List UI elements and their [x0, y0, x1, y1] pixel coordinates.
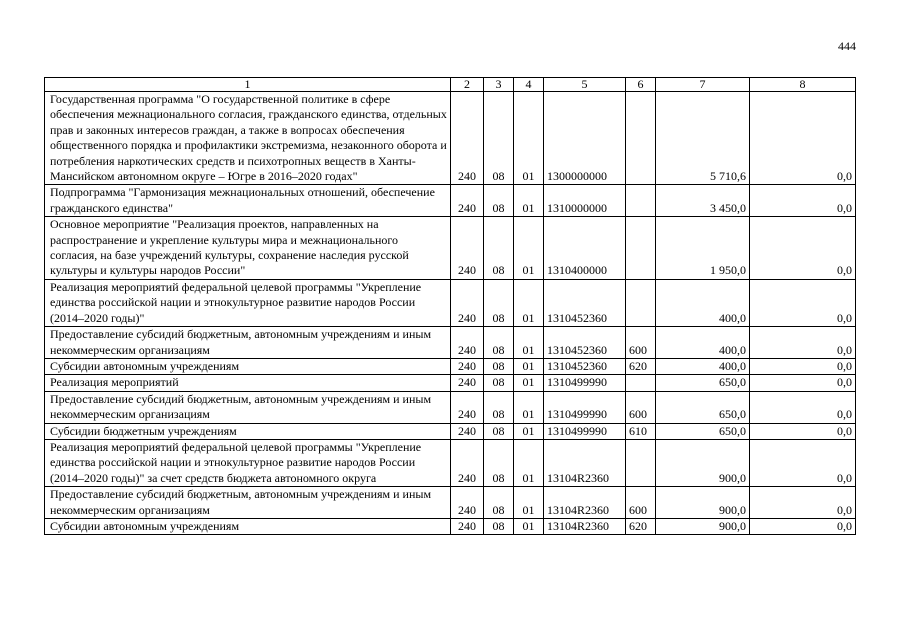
amount-cell: 0,0 — [750, 423, 856, 439]
amount-cell: 400,0 — [656, 358, 750, 374]
amount-cell: 0,0 — [750, 487, 856, 519]
section-code-cell: 08 — [484, 358, 514, 374]
subsection-code-cell: 01 — [514, 391, 544, 423]
table-row — [45, 423, 856, 439]
section-code-cell: 08 — [484, 518, 514, 534]
administrator-code-cell: 240 — [451, 375, 484, 391]
administrator-code-cell: 240 — [451, 279, 484, 326]
target-article-cell: 1300000000 — [544, 92, 626, 185]
header-cell: 3 — [484, 78, 514, 92]
amount-cell: 3 450,0 — [656, 185, 750, 217]
section-code-cell: 08 — [484, 217, 514, 280]
target-article-cell: 1310452360 — [544, 358, 626, 374]
row-name-cell: Реализация мероприятий федеральной целевой программы "Укрепление единства российской нации и этнокультурное развитие народов России (2014–2020 годы)" — [45, 279, 451, 326]
expense-type-cell — [626, 217, 656, 280]
target-article-cell: 1310400000 — [544, 217, 626, 280]
section-code-cell: 08 — [484, 391, 514, 423]
target-article-cell: 1310000000 — [544, 185, 626, 217]
expense-type-cell — [626, 92, 656, 185]
table-row — [45, 439, 856, 486]
subsection-code-cell: 01 — [514, 185, 544, 217]
table-row — [45, 518, 856, 534]
target-article-cell: 1310499990 — [544, 375, 626, 391]
subsection-code-cell: 01 — [514, 439, 544, 486]
header-row — [45, 78, 856, 92]
header-cell: 8 — [750, 78, 856, 92]
subsection-code-cell: 01 — [514, 279, 544, 326]
amount-cell: 0,0 — [750, 185, 856, 217]
administrator-code-cell: 240 — [451, 358, 484, 374]
administrator-code-cell: 240 — [451, 518, 484, 534]
row-name-cell: Реализация мероприятий — [45, 375, 451, 391]
amount-cell: 650,0 — [656, 391, 750, 423]
header-cell: 4 — [514, 78, 544, 92]
table-row — [45, 327, 856, 359]
table-row — [45, 391, 856, 423]
row-name-cell: Предоставление субсидий бюджетным, автономным учреждениям и иным некоммерческим организациям — [45, 391, 451, 423]
amount-cell: 900,0 — [656, 439, 750, 486]
administrator-code-cell: 240 — [451, 423, 484, 439]
amount-cell: 400,0 — [656, 279, 750, 326]
row-name-cell: Государственная программа "О государственной политике в сфере обеспечения межнационального согласия, гражданского единства, отдельных прав и законных интересов граждан, а также в вопросах обеспечения общественного порядка и профилактики экстремизма, незаконного оборота и потребления наркотических средств и психотропных веществ в Ханты-Мансийском автономном округе – Югре в 2016–2020 годах" — [45, 92, 451, 185]
administrator-code-cell: 240 — [451, 391, 484, 423]
row-name-cell: Предоставление субсидий бюджетным, автономным учреждениям и иным некоммерческим организациям — [45, 327, 451, 359]
table-row — [45, 217, 856, 280]
amount-cell: 0,0 — [750, 391, 856, 423]
row-name-cell: Субсидии автономным учреждениям — [45, 518, 451, 534]
row-name-cell: Реализация мероприятий федеральной целевой программы "Укрепление единства российской нации и этнокультурное развитие народов России (2014–2020 годы)" за счет средств бюджета автономного округа — [45, 439, 451, 486]
table-row — [45, 358, 856, 374]
amount-cell: 0,0 — [750, 279, 856, 326]
section-code-cell: 08 — [484, 375, 514, 391]
header-cell: 7 — [656, 78, 750, 92]
section-code-cell: 08 — [484, 423, 514, 439]
row-name-cell: Субсидии автономным учреждениям — [45, 358, 451, 374]
administrator-code-cell: 240 — [451, 439, 484, 486]
amount-cell: 0,0 — [750, 92, 856, 185]
section-code-cell: 08 — [484, 92, 514, 185]
administrator-code-cell: 240 — [451, 92, 484, 185]
subsection-code-cell: 01 — [514, 375, 544, 391]
amount-cell: 650,0 — [656, 375, 750, 391]
subsection-code-cell: 01 — [514, 423, 544, 439]
expense-type-cell: 600 — [626, 391, 656, 423]
section-code-cell: 08 — [484, 439, 514, 486]
expense-type-cell: 620 — [626, 518, 656, 534]
expense-type-cell — [626, 439, 656, 486]
subsection-code-cell: 01 — [514, 217, 544, 280]
amount-cell: 0,0 — [750, 518, 856, 534]
subsection-code-cell: 01 — [514, 487, 544, 519]
target-article-cell: 1310452360 — [544, 327, 626, 359]
administrator-code-cell: 240 — [451, 327, 484, 359]
amount-cell: 650,0 — [656, 423, 750, 439]
target-article-cell: 13104R2360 — [544, 518, 626, 534]
administrator-code-cell: 240 — [451, 185, 484, 217]
row-name-cell: Субсидии бюджетным учреждениям — [45, 423, 451, 439]
administrator-code-cell: 240 — [451, 487, 484, 519]
expense-type-cell: 600 — [626, 487, 656, 519]
table-body — [45, 78, 856, 535]
amount-cell: 0,0 — [750, 327, 856, 359]
expense-type-cell — [626, 185, 656, 217]
amount-cell: 0,0 — [750, 217, 856, 280]
table-row — [45, 279, 856, 326]
row-name-cell: Основное мероприятие "Реализация проектов, направленных на распространение и укрепление культуры мира и межнационального согласия, на базе учреждений культуры, сохранение наследия русской культуры и культуры народов России" — [45, 217, 451, 280]
header-cell: 1 — [45, 78, 451, 92]
amount-cell: 1 950,0 — [656, 217, 750, 280]
amount-cell: 0,0 — [750, 439, 856, 486]
table-row — [45, 375, 856, 391]
expense-type-cell — [626, 375, 656, 391]
amount-cell: 900,0 — [656, 518, 750, 534]
expense-type-cell — [626, 279, 656, 326]
table-row — [45, 487, 856, 519]
row-name-cell: Предоставление субсидий бюджетным, автономным учреждениям и иным некоммерческим организациям — [45, 487, 451, 519]
header-cell: 5 — [544, 78, 626, 92]
amount-cell: 0,0 — [750, 358, 856, 374]
amount-cell: 5 710,6 — [656, 92, 750, 185]
amount-cell: 400,0 — [656, 327, 750, 359]
table-row — [45, 92, 856, 185]
target-article-cell: 1310499990 — [544, 391, 626, 423]
subsection-code-cell: 01 — [514, 92, 544, 185]
expense-type-cell: 620 — [626, 358, 656, 374]
amount-cell: 0,0 — [750, 375, 856, 391]
subsection-code-cell: 01 — [514, 327, 544, 359]
subsection-code-cell: 01 — [514, 358, 544, 374]
section-code-cell: 08 — [484, 487, 514, 519]
target-article-cell: 1310499990 — [544, 423, 626, 439]
header-cell: 6 — [626, 78, 656, 92]
table-row — [45, 185, 856, 217]
section-code-cell: 08 — [484, 279, 514, 326]
header-cell: 2 — [451, 78, 484, 92]
expense-type-cell: 600 — [626, 327, 656, 359]
expense-type-cell: 610 — [626, 423, 656, 439]
section-code-cell: 08 — [484, 327, 514, 359]
target-article-cell: 13104R2360 — [544, 439, 626, 486]
administrator-code-cell: 240 — [451, 217, 484, 280]
subsection-code-cell: 01 — [514, 518, 544, 534]
page-number: 444 — [838, 39, 856, 53]
amount-cell: 900,0 — [656, 487, 750, 519]
section-code-cell: 08 — [484, 185, 514, 217]
budget-table — [44, 77, 856, 535]
target-article-cell: 13104R2360 — [544, 487, 626, 519]
target-article-cell: 1310452360 — [544, 279, 626, 326]
row-name-cell: Подпрограмма "Гармонизация межнациональных отношений, обеспечение гражданского единства" — [45, 185, 451, 217]
